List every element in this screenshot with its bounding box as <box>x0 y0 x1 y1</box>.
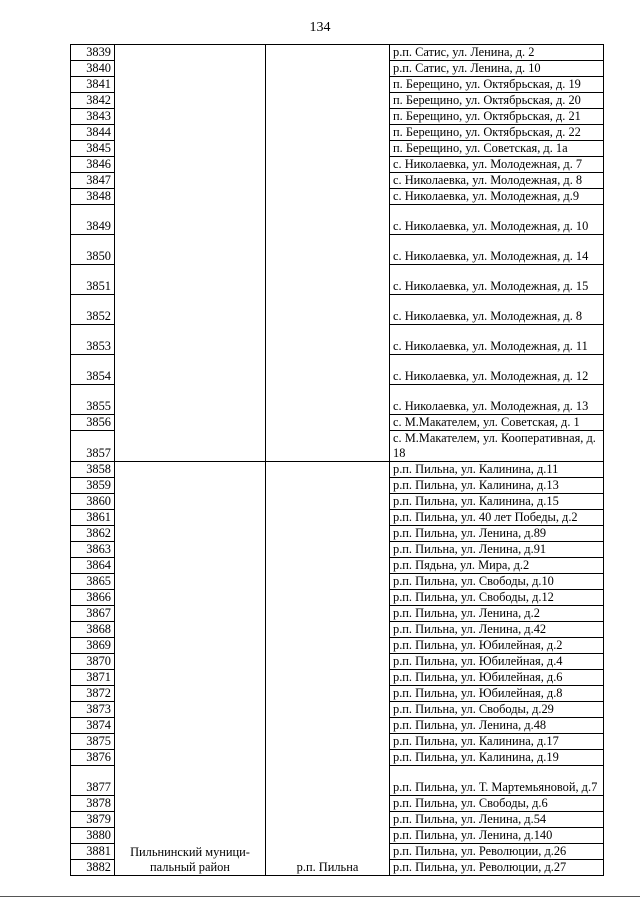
row-number: 3840 <box>71 61 115 77</box>
row-number: 3876 <box>71 750 115 766</box>
row-number: 3845 <box>71 141 115 157</box>
row-number: 3874 <box>71 718 115 734</box>
address-cell: р.п. Пильна, ул. Юбилейная, д.8 <box>390 686 604 702</box>
row-number: 3864 <box>71 558 115 574</box>
row-number: 3865 <box>71 574 115 590</box>
address-cell: р.п. Пильна, ул. Свободы, д.6 <box>390 796 604 812</box>
row-number: 3881 <box>71 844 115 860</box>
address-cell: р.п. Пильна, ул. Юбилейная, д.6 <box>390 670 604 686</box>
address-cell: р.п. Пильна, ул. Калинина, д.19 <box>390 750 604 766</box>
row-number: 3856 <box>71 415 115 431</box>
district-cell: Пильнинский муници-пальный район <box>115 462 266 876</box>
row-number: 3862 <box>71 526 115 542</box>
address-cell: п. Берещино, ул. Советская, д. 1а <box>390 141 604 157</box>
address-cell: с. Николаевка, ул. Молодежная, д. 10 <box>390 205 604 235</box>
row-number: 3843 <box>71 109 115 125</box>
address-cell: с. М.Макателем, ул. Советская, д. 1 <box>390 415 604 431</box>
address-cell: р.п. Пильна, ул. 40 лет Победы, д.2 <box>390 510 604 526</box>
district-cell <box>115 45 266 462</box>
address-cell: р.п. Пильна, ул. Ленина, д.89 <box>390 526 604 542</box>
row-number: 3860 <box>71 494 115 510</box>
address-cell: с. Николаевка, ул. Молодежная, д. 7 <box>390 157 604 173</box>
address-cell: р.п. Пильна, ул. Ленина, д.2 <box>390 606 604 622</box>
address-cell: с. Николаевка, ул. Молодежная, д. 12 <box>390 355 604 385</box>
row-number: 3861 <box>71 510 115 526</box>
address-cell: п. Берещино, ул. Октябрьская, д. 22 <box>390 125 604 141</box>
address-cell: р.п. Пильна, ул. Юбилейная, д.2 <box>390 638 604 654</box>
address-cell: с. Николаевка, ул. Молодежная, д. 8 <box>390 173 604 189</box>
locality-cell <box>266 45 390 462</box>
row-number: 3854 <box>71 355 115 385</box>
address-cell: с. Николаевка, ул. Молодежная, д. 15 <box>390 265 604 295</box>
row-number: 3844 <box>71 125 115 141</box>
row-number: 3866 <box>71 590 115 606</box>
address-cell: р.п. Сатис, ул. Ленина, д. 2 <box>390 45 604 61</box>
row-number: 3868 <box>71 622 115 638</box>
row-number: 3839 <box>71 45 115 61</box>
row-number: 3877 <box>71 766 115 796</box>
address-cell: р.п. Пядьна, ул. Мира, д.2 <box>390 558 604 574</box>
address-cell: с. Николаевка, ул. Молодежная, д.9 <box>390 189 604 205</box>
address-cell: с. М.Макателем, ул. Кооперативная, д. 18 <box>390 431 604 462</box>
row-number: 3880 <box>71 828 115 844</box>
address-cell: р.п. Пильна, ул. Калинина, д.13 <box>390 478 604 494</box>
address-cell: р.п. Пильна, ул. Свободы, д.10 <box>390 574 604 590</box>
row-number: 3859 <box>71 478 115 494</box>
row-number: 3875 <box>71 734 115 750</box>
address-cell: р.п. Пильна, ул. Ленина, д.42 <box>390 622 604 638</box>
row-number: 3872 <box>71 686 115 702</box>
table-body <box>71 45 604 876</box>
table-row <box>71 45 604 61</box>
address-cell: р.п. Пильна, ул. Революции, д.27 <box>390 860 604 876</box>
address-cell: р.п. Пильна, ул. Калинина, д.15 <box>390 494 604 510</box>
row-number: 3842 <box>71 93 115 109</box>
address-cell: р.п. Пильна, ул. Т. Мартемьяновой, д.7 <box>390 766 604 796</box>
address-cell: с. Николаевка, ул. Молодежная, д. 8 <box>390 295 604 325</box>
row-number: 3878 <box>71 796 115 812</box>
address-cell: р.п. Пильна, ул. Юбилейная, д.4 <box>390 654 604 670</box>
address-cell: п. Берещино, ул. Октябрьская, д. 21 <box>390 109 604 125</box>
row-number: 3853 <box>71 325 115 355</box>
page-number: 134 <box>309 20 331 35</box>
row-number: 3882 <box>71 860 115 876</box>
address-cell: р.п. Пильна, ул. Свободы, д.29 <box>390 702 604 718</box>
row-number: 3848 <box>71 189 115 205</box>
row-number: 3873 <box>71 702 115 718</box>
row-number: 3867 <box>71 606 115 622</box>
table-row <box>71 462 604 478</box>
row-number: 3879 <box>71 812 115 828</box>
row-number: 3869 <box>71 638 115 654</box>
row-number: 3847 <box>71 173 115 189</box>
row-number: 3855 <box>71 385 115 415</box>
row-number: 3841 <box>71 77 115 93</box>
address-cell: р.п. Пильна, ул. Ленина, д.48 <box>390 718 604 734</box>
address-cell: п. Берещино, ул. Октябрьская, д. 20 <box>390 93 604 109</box>
row-number: 3871 <box>71 670 115 686</box>
row-number: 3858 <box>71 462 115 478</box>
row-number: 3852 <box>71 295 115 325</box>
row-number: 3870 <box>71 654 115 670</box>
address-cell: р.п. Пильна, ул. Ленина, д.54 <box>390 812 604 828</box>
address-cell: р.п. Пильна, ул. Ленина, д.140 <box>390 828 604 844</box>
address-cell: р.п. Пильна, ул. Калинина, д.17 <box>390 734 604 750</box>
row-number: 3849 <box>71 205 115 235</box>
address-cell: с. Николаевка, ул. Молодежная, д. 14 <box>390 235 604 265</box>
row-number: 3863 <box>71 542 115 558</box>
address-cell: п. Берещино, ул. Октябрьская, д. 19 <box>390 77 604 93</box>
row-number: 3846 <box>71 157 115 173</box>
footer-rule <box>0 896 640 897</box>
row-number: 3850 <box>71 235 115 265</box>
address-cell: р.п. Пильна, ул. Свободы, д.12 <box>390 590 604 606</box>
address-cell: р.п. Пильна, ул. Революции, д.26 <box>390 844 604 860</box>
address-table <box>70 44 604 876</box>
address-cell: р.п. Пильна, ул. Ленина, д.91 <box>390 542 604 558</box>
locality-cell: р.п. Пильна <box>266 462 390 876</box>
row-number: 3851 <box>71 265 115 295</box>
address-cell: с. Николаевка, ул. Молодежная, д. 11 <box>390 325 604 355</box>
row-number: 3857 <box>71 431 115 462</box>
address-cell: р.п. Пильна, ул. Калинина, д.11 <box>390 462 604 478</box>
address-cell: р.п. Сатис, ул. Ленина, д. 10 <box>390 61 604 77</box>
address-cell: с. Николаевка, ул. Молодежная, д. 13 <box>390 385 604 415</box>
